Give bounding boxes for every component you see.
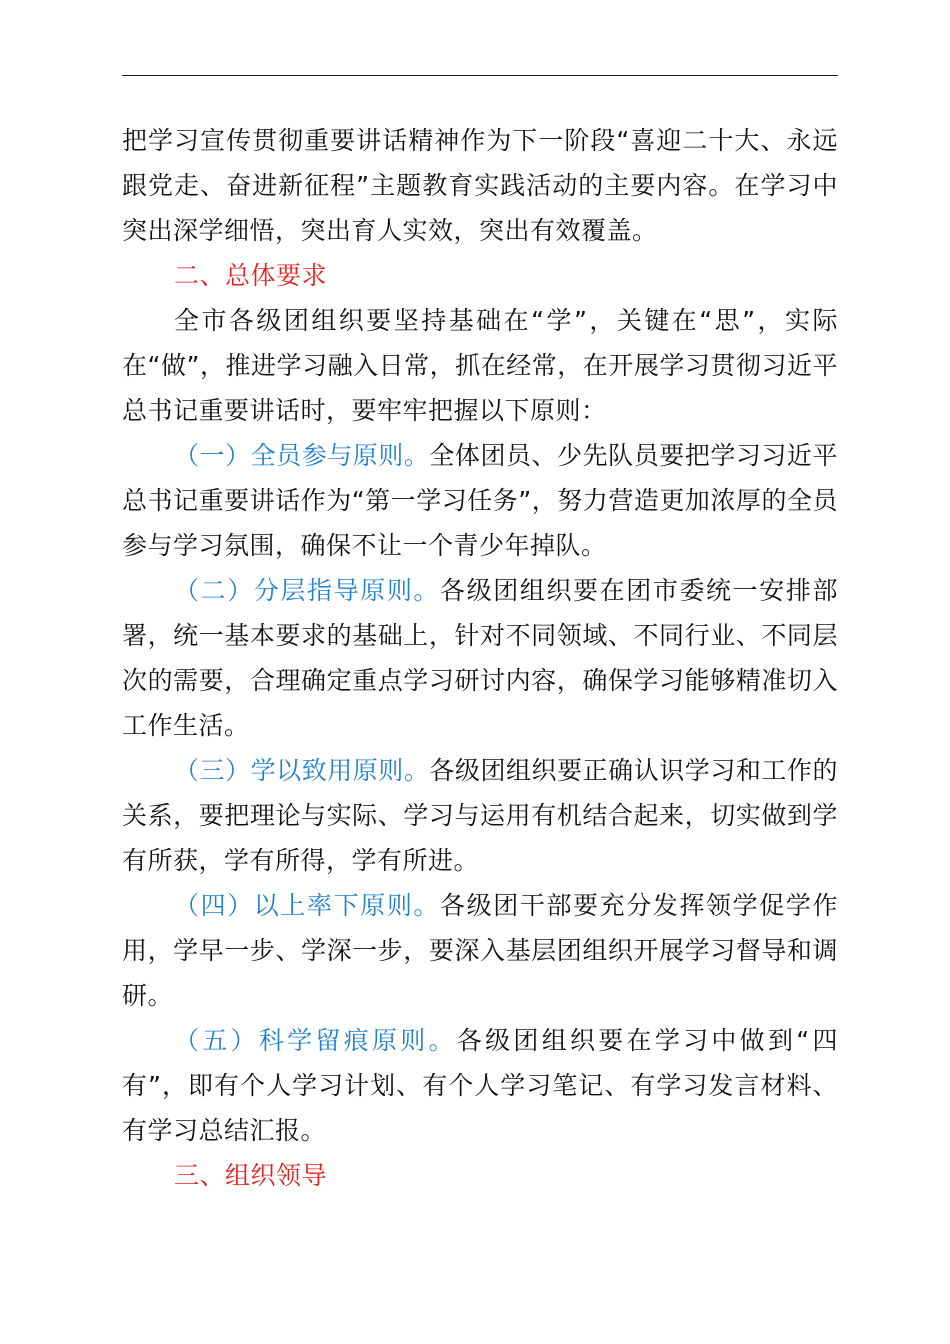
section-three-heading: 三、组织领导 bbox=[174, 1161, 328, 1190]
section-two-heading: 二、总体要求 bbox=[174, 261, 328, 290]
principle-text: 各级团组织要在学习中做到“四有”，即有个人学习计划、有个人学习笔记、有学习发言材料、有学习总结汇报。 bbox=[122, 1026, 838, 1145]
principle-paragraph bbox=[122, 748, 838, 883]
principle-paragraph bbox=[122, 1018, 838, 1153]
principle-text: 各级团组织要在团市委统一安排部署，统一基本要求的基础上，针对不同领域、不同行业、不同层次的需要，合理确定重点学习研讨内容，确保学习能够精准切入工作生活。 bbox=[122, 576, 838, 740]
intro-paragraph: 把学习宣传贯彻重要讲话精神作为下一阶段“喜迎二十大、永远跟党走、奋进新征程”主题教育实践活动的主要内容。在学习中突出深学细悟，突出育人实效，突出有效覆盖。 bbox=[122, 126, 838, 245]
principle-paragraph bbox=[122, 568, 838, 748]
principle-paragraph bbox=[122, 883, 838, 1018]
principle-text: 各级团组织要正确认识学习和工作的关系，要把理论与实际、学习与运用有机结合起来，切实做到学有所获，学有所得，学有所进。 bbox=[122, 756, 838, 875]
principle-lead: （三）学以致用原则。 bbox=[174, 756, 430, 785]
principle-text: 各级团干部要充分发挥领学促学作用，学早一步、学深一步，要深入基层团组织开展学习督导和调研。 bbox=[122, 891, 838, 1010]
principle-lead: （五）科学留痕原则。 bbox=[174, 1026, 457, 1055]
principle-text: 全体团员、少先队员要把学习习近平总书记重要讲话作为“第一学习任务”，努力营造更加浓厚的全员参与学习氛围，确保不让一个青少年掉队。 bbox=[122, 441, 838, 560]
principle-lead: （一）全员参与原则。 bbox=[174, 441, 430, 470]
section-two-intro: 全市各级团组织要坚持基础在“学”，关键在“思”，实际在“做”，推进学习融入日常，抓在经常，在开展学习贯彻习近平总书记重要讲话时，要牢牢把握以下原则： bbox=[122, 306, 838, 425]
principle-lead: （二）分层指导原则。 bbox=[174, 576, 441, 605]
principle-paragraph bbox=[122, 433, 838, 568]
header-rule bbox=[122, 75, 838, 76]
principle-lead: （四）以上率下原则。 bbox=[174, 891, 441, 920]
document-body bbox=[122, 118, 838, 1198]
